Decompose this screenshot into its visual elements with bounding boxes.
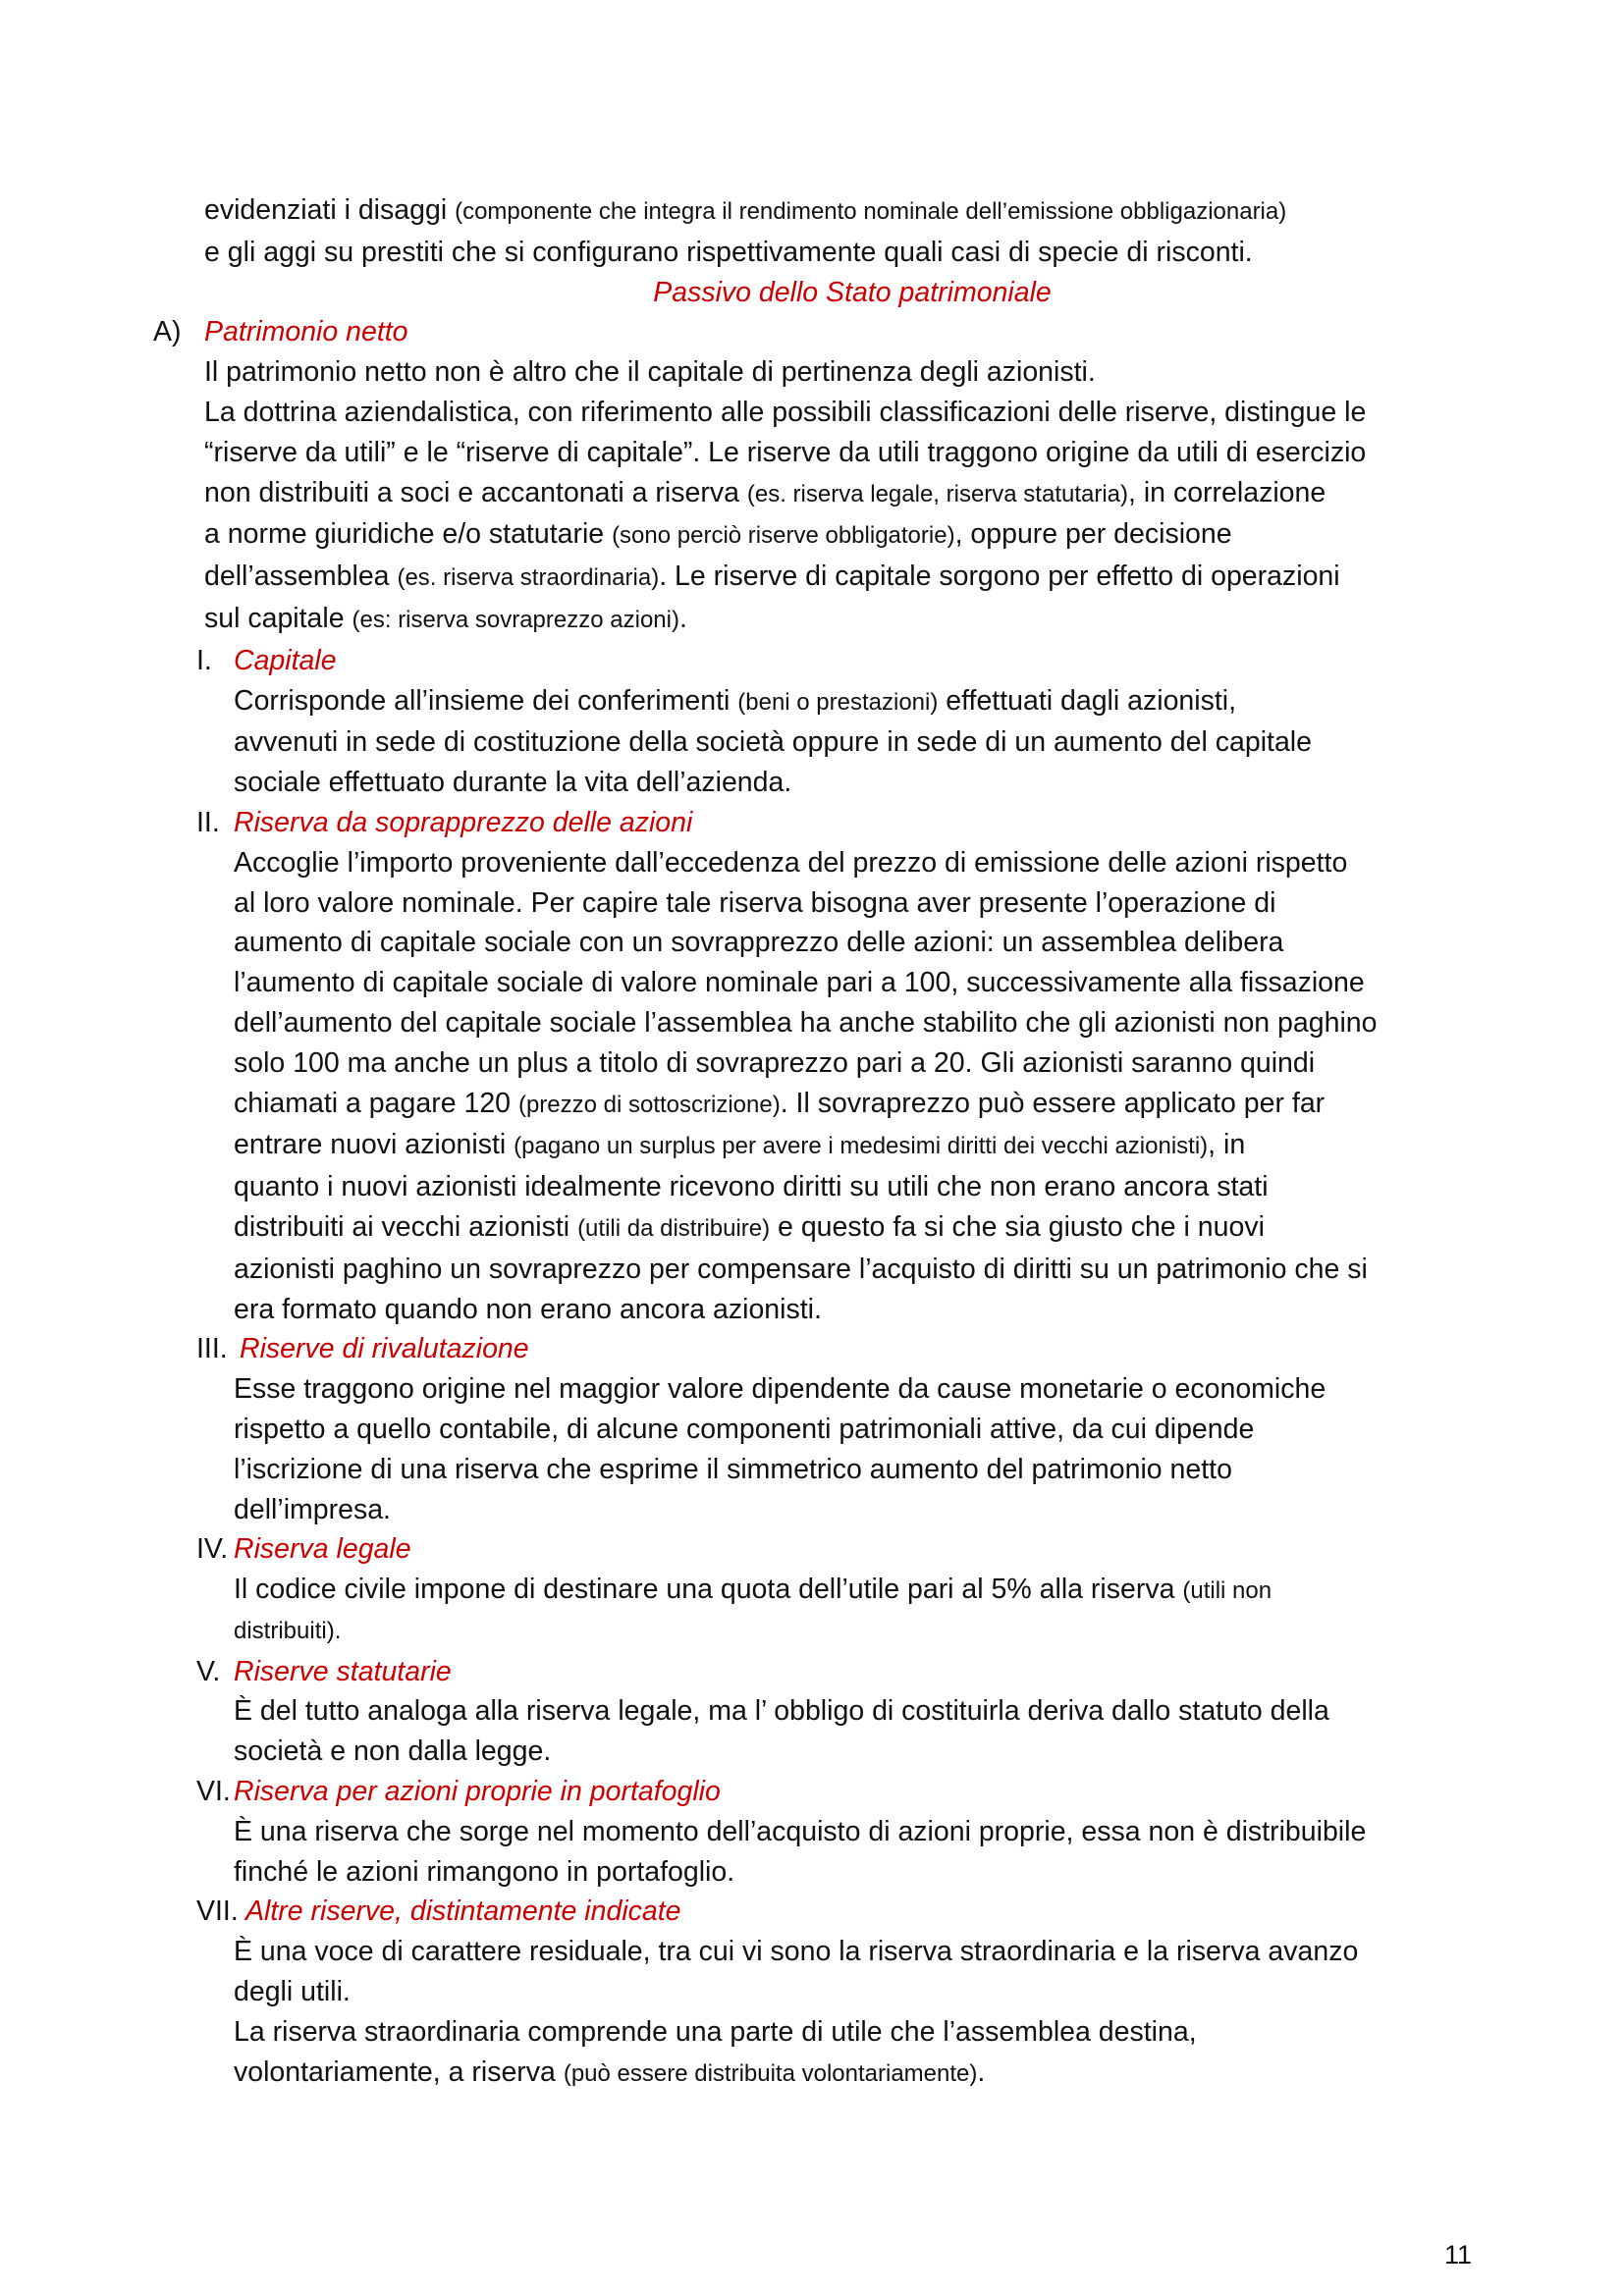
- text-line: aumento di capitale sociale con un sovrapprezzo delle azioni: un assemblea delibera: [234, 927, 1284, 959]
- text-line: non distribuiti a soci e accantonati a riserva (es. riserva legale, riserva statutaria), in correlazione: [204, 476, 1326, 508]
- text-line: entrare nuovi azionisti (pagano un surplus per avere i medesimi diritti dei vecchi azionisti), in: [234, 1129, 1246, 1161]
- text-line: evidenziati i disaggi (componente che integra il rendimento nominale dell’emissione obbligazionaria): [204, 194, 1287, 226]
- list-item-title: Riserve statutarie: [234, 1655, 452, 1687]
- list-item-heading: [196, 1329, 1481, 1369]
- list-item-title: Altre riserve, distintamente indicate: [245, 1896, 681, 1928]
- text-line: Il codice civile impone di destinare una quota dell’utile pari al 5% alla riserva (utili non: [234, 1574, 1272, 1606]
- text-line: È una riserva che sorge nel momento dell’acquisto di azioni proprie, essa non è distribuibile: [234, 1815, 1367, 1847]
- text-line: dell’assemblea (es. riserva straordinaria). Le riserve di capitale sorgono per effetto di operazioni: [204, 561, 1340, 593]
- list-item-heading: [196, 1772, 1481, 1812]
- text-line: dell’aumento del capitale sociale l’assemblea ha anche stabilito che gli azionisti non paghino: [234, 1006, 1378, 1039]
- list-item-number: IV.: [196, 1533, 229, 1566]
- text-line: al loro valore nominale. Per capire tale riserva bisogna aver presente l’operazione di: [234, 886, 1276, 919]
- section-title: Passivo dello Stato patrimoniale: [653, 276, 1052, 308]
- text-line: chiamati a pagare 120 (prezzo di sottoscrizione). Il sovraprezzo può essere applicato per far: [234, 1087, 1326, 1119]
- text-line: quanto i nuovi azionisti idealmente ricevono diritti su utili che non erano ancora stati: [234, 1171, 1269, 1203]
- text-line: solo 100 ma anche un plus a titolo di sovraprezzo pari a 20. Gli azionisti saranno quindi: [234, 1046, 1316, 1079]
- list-item-number: II.: [196, 806, 220, 838]
- text-line: rispetto a quello contabile, di alcune componenti patrimoniali attive, da cui dipende: [234, 1413, 1255, 1445]
- text-line: sociale effettuato durante la vita dell’azienda.: [234, 767, 792, 799]
- text-line: l’iscrizione di una riserva che esprime il simmetrico aumento del patrimonio netto: [234, 1453, 1232, 1485]
- text-line: È una voce di carattere residuale, tra cui vi sono la riserva straordinaria e la riserva avanzo: [234, 1936, 1359, 1968]
- list-item-heading: [196, 803, 1481, 843]
- list-item-title: Riserva da soprapprezzo delle azioni: [234, 806, 693, 838]
- text-line: Accoglie l’importo proveniente dall’eccedenza del prezzo di emissione delle azioni rispetto: [234, 846, 1348, 879]
- list-item-number: V.: [196, 1655, 221, 1687]
- text-line: avvenuti in sede di costituzione della società oppure in sede di un aumento del capitale: [234, 726, 1312, 759]
- text-line: È del tutto analoga alla riserva legale, ma l’ obbligo di costituirla deriva dallo statuto della: [234, 1695, 1329, 1728]
- list-item-body: [204, 1932, 1481, 2094]
- text-line: Il patrimonio netto non è altro che il capitale di pertinenza degli azionisti.: [204, 356, 1096, 389]
- section-heading-a: [153, 312, 1481, 352]
- list-item-number: VI.: [196, 1776, 231, 1808]
- list-item-title: Riserva legale: [234, 1533, 411, 1566]
- document-body: [153, 190, 1481, 2094]
- list-item-body: [204, 1570, 1481, 1652]
- list-item-heading: [196, 1529, 1481, 1570]
- text-line: Corrisponde all’insieme dei conferimenti (beni o prestazioni) effettuati dagli azionisti,: [234, 684, 1237, 717]
- list-item-body: [204, 1369, 1481, 1529]
- section-marker: A): [153, 316, 182, 348]
- list-item-body: [204, 681, 1481, 803]
- list-item-number: III.: [196, 1333, 228, 1365]
- text-line: “riserve da utili” e le “riserve di capitale”. Le riserve da utili traggono origine da utili di esercizio: [204, 436, 1367, 468]
- text-line: azionisti paghino un sovraprezzo per compensare l’acquisto di diritti su un patrimonio che si: [234, 1253, 1368, 1285]
- list-item-heading: [196, 1892, 1481, 1932]
- text-line: La riserva straordinaria comprende una parte di utile che l’assemblea destina,: [234, 2015, 1197, 2048]
- list-item-number: I.: [196, 644, 212, 676]
- page-number: 11: [1444, 2240, 1473, 2269]
- text-line: società e non dalla legge.: [234, 1735, 552, 1768]
- text-line: era formato quando non erano ancora azionisti.: [234, 1293, 822, 1325]
- text-line: e gli aggi su prestiti che si configurano rispettivamente quali casi di specie di risconti.: [204, 236, 1253, 268]
- list-item-body: [204, 1812, 1481, 1893]
- section-heading-title: Patrimonio netto: [204, 316, 408, 348]
- list-item-title: Riserve di rivalutazione: [240, 1333, 529, 1365]
- text-line: degli utili.: [234, 1976, 351, 2008]
- list-item-body: [204, 1691, 1481, 1772]
- text-line: sul capitale (es: riserva sovraprezzo azioni).: [204, 602, 687, 634]
- text-line: distribuiti).: [234, 1617, 342, 1644]
- list-item-title: Capitale: [234, 644, 337, 676]
- text-line: volontariamente, a riserva (può essere distribuita volontariamente).: [234, 2056, 986, 2088]
- text-line: dell’impresa.: [234, 1493, 391, 1525]
- text-line: l’aumento di capitale sociale di valore nominale pari a 100, successivamente alla fissazione: [234, 967, 1365, 999]
- list-item-heading: [196, 641, 1481, 681]
- text-line: a norme giuridiche e/o statutarie (sono perciò riserve obbligatorie), oppure per decisione: [204, 518, 1232, 551]
- list-item-heading: [196, 1652, 1481, 1692]
- list-item-title: Riserva per azioni proprie in portafoglio: [234, 1776, 721, 1808]
- text-line: La dottrina aziendalistica, con riferimento alle possibili classificazioni delle riserve, distingue le: [204, 396, 1367, 428]
- list-item-body: [204, 843, 1481, 1330]
- list-item-number: VII.: [196, 1896, 239, 1928]
- text-line: distribuiti ai vecchi azionisti (utili da distribuire) e questo fa si che sia giusto che i nuovi: [234, 1210, 1265, 1243]
- text-line: Esse traggono origine nel maggior valore dipendente da cause monetarie o economiche: [234, 1373, 1326, 1406]
- text-line: finché le azioni rimangono in portafoglio.: [234, 1855, 735, 1888]
